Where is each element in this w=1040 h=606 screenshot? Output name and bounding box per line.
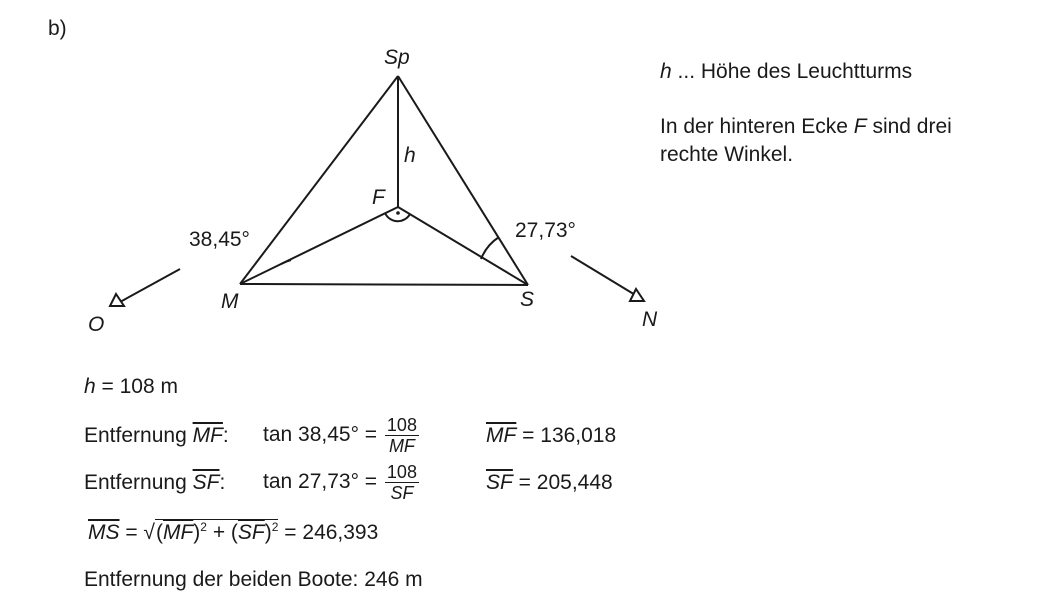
angle-label-right: 27,73° (515, 219, 576, 242)
vertex-label-sp: Sp (384, 46, 410, 69)
solution-h-value: = 108 m (95, 375, 178, 398)
edge-m-s (240, 284, 528, 285)
solution-ms (88, 519, 378, 545)
edge-sp-s (398, 76, 528, 285)
vertex-label-m: M (221, 290, 239, 313)
solution-mf-equation (263, 416, 419, 455)
note-h-desc: ... Höhe des Leuchtturms (671, 60, 913, 83)
ms-exponent-2: 2 (271, 520, 279, 534)
mf-label-text: Entfernung (84, 424, 193, 447)
ms-paren-open: ( (155, 521, 163, 544)
angle-arc-left (281, 260, 291, 264)
mf-colon: : (222, 424, 229, 447)
solution-h-var: h (84, 375, 96, 398)
sf-result-value: = 205,448 (512, 471, 613, 494)
mf-segment: $\overline{MF}$ (192, 424, 223, 447)
sf-fraction (385, 463, 419, 502)
mf-numerator: 108 (386, 415, 417, 435)
solution-sf-label (84, 471, 225, 495)
sf-tan: tan 27,73° = (263, 470, 378, 494)
sf-label-text: Entfernung (84, 471, 193, 494)
note-corner-text-a: In der hinteren Ecke (660, 115, 854, 138)
ms-exponent-1: 2 (200, 520, 207, 534)
sf-result-segment: $\overline{SF}$ (486, 471, 513, 494)
sf-colon: : (219, 471, 226, 494)
mf-denominator: MF (388, 436, 415, 456)
note-corner-text-b: sind drei (866, 115, 952, 138)
sf-denominator: SF (390, 483, 414, 503)
arrow-line-o (120, 269, 180, 302)
sf-segment: $\overline{SF}$ (192, 471, 220, 494)
right-angle-dot (396, 211, 400, 215)
edge-sp-m (240, 76, 398, 284)
solution-mf-result (486, 424, 616, 448)
boat-label-o: O (88, 313, 105, 336)
boat-label-n: N (642, 308, 658, 331)
mf-tan: tan 38,45° = (263, 423, 378, 447)
note-corner-line2: rechte Winkel. (660, 143, 794, 166)
ms-result: = 246,393 (278, 521, 379, 544)
note-height (660, 60, 912, 84)
vertex-label-s: S (520, 288, 535, 311)
boat-n-marker (630, 289, 644, 301)
mf-result-segment: $\overline{MF}$ (486, 424, 517, 447)
mf-fraction (385, 416, 419, 455)
note-corner-line1 (660, 115, 952, 139)
solution-h (84, 375, 178, 399)
ms-segment: $\overline{MS}$ (88, 521, 120, 544)
ms-plus: + ( (206, 521, 238, 544)
solution-final: Entfernung der beiden Boote: 246 m (84, 568, 423, 591)
angle-label-left: 38,45° (189, 228, 250, 251)
note-corner-var: F (853, 115, 867, 138)
arrow-line-n (571, 256, 637, 296)
ms-paren-close-1: ) (193, 521, 201, 544)
angle-arc-right (481, 237, 499, 259)
vertex-label-f: F (372, 186, 385, 209)
part-label: b) (48, 17, 67, 40)
ms-equals-root: = √ (119, 521, 155, 544)
ms-radicand (155, 519, 278, 545)
mf-result-value: = 136,018 (516, 424, 617, 447)
note-h-var: h (660, 60, 672, 83)
ms-paren-close-2: ) (264, 521, 272, 544)
solution-mf-label (84, 424, 229, 448)
edge-f-m (240, 207, 398, 284)
solution-sf-equation (263, 463, 419, 502)
height-label-h: h (404, 144, 416, 167)
solution-sf-result (486, 471, 613, 495)
sf-numerator: 108 (386, 462, 417, 482)
edge-f-s (398, 207, 528, 285)
ms-term-sf: $\overline{SF}$ (237, 521, 265, 544)
ms-term-mf: $\overline{MF}$ (162, 521, 194, 544)
